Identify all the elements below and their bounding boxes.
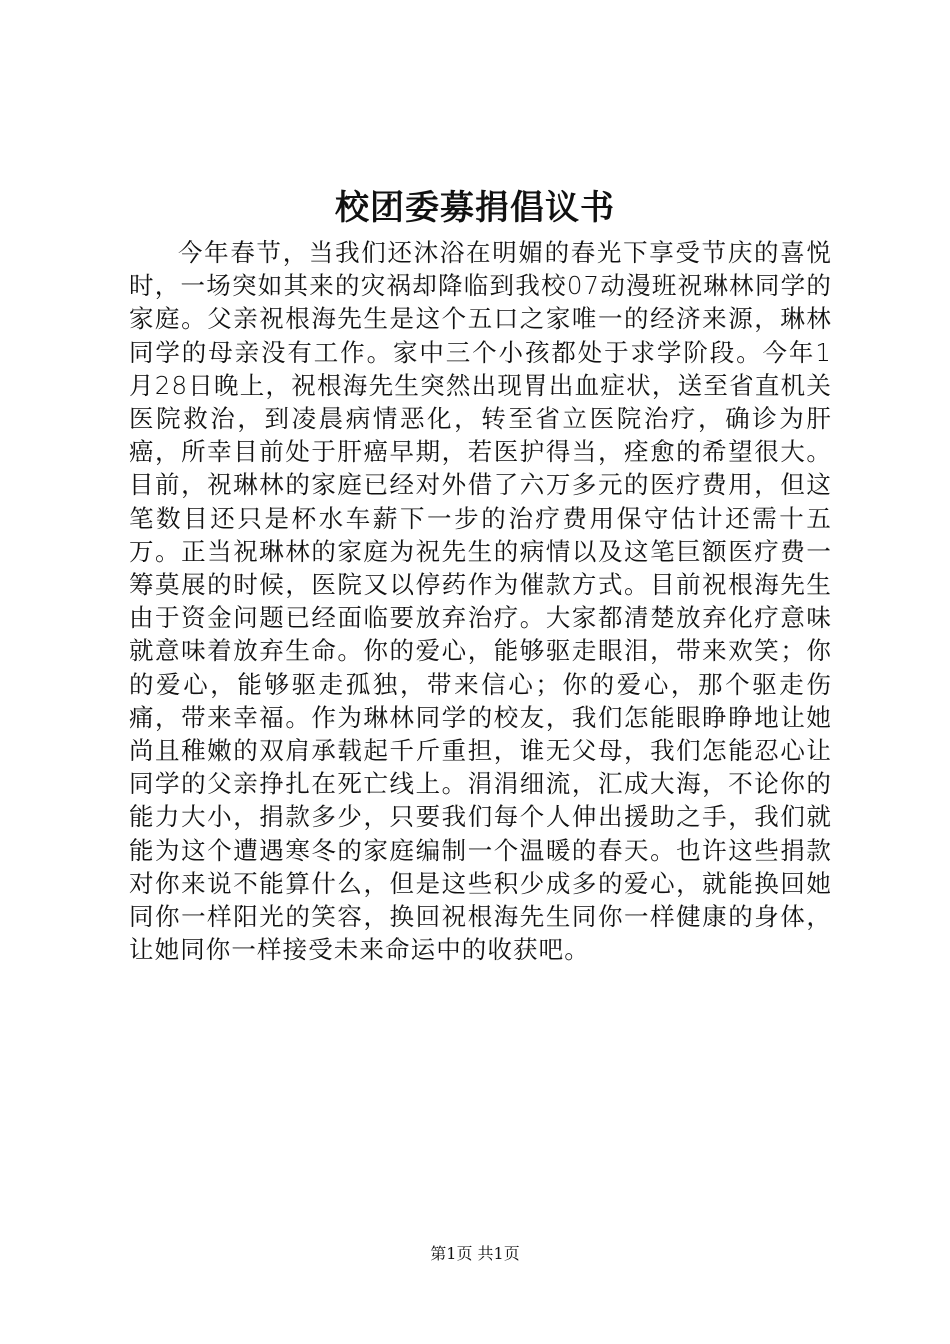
document-title: 校团委募捐倡议书 [335, 188, 615, 228]
document-body-paragraph: 今年春节，当我们还沐浴在明媚的春光下享受节庆的喜悦时，一场突如其来的灾祸却降临到我校07动漫班祝琳林同学的家庭。父亲祝根海先生是这个五口之家唯一的经济来源，琳林同学的母亲没有工作。家中三个小孩都处于求学阶段。今年1月28日晚上，祝根海先生突然出现胃出血症状，送至省直机关医院救治，到凌晨病情恶化，转至省立医院治疗，确诊为肝癌，所幸目前处于肝癌早期，若医护得当，痊愈的希望很大。目前，祝琳林的家庭已经对外借了六万多元的医疗费用，但这笔数目还只是杯水车薪下一步的治疗费用保守估计还需十五万。正当祝琳林的家庭为祝先生的病情以及这笔巨额医疗费一筹莫展的时候，医院又以停药作为催款方式。目前祝根海先生由于资金问题已经面临要放弃治疗。大家都清楚放弃化疗意味就意味着放弃生命。你的爱心，能够驱走眼泪，带来欢笑；你的爱心，能够驱走孤独，带来信心；你的爱心，那个驱走伤痛，带来幸福。作为琳林同学的校友，我们怎能眼睁睁地让她尚且稚嫩的双肩承载起千斤重担，谁无父母，我们怎能忍心让同学的父亲挣扎在死亡线上。涓涓细流，汇成大海，不论你的能力大小，捐款多少，只要我们每个人伸出援助之手，我们就能为这个遭遇寒冬的家庭编制一个温暖的春天。也许这些捐款对你来说不能算什么，但是这些积少成多的爱心，就能换回她同你一样阳光的笑容，换回祝根海先生同你一样健康的身体，让她同你一样接受未来命运中的收获吧。 [129, 238, 832, 965]
page-footer: 第1页 共1页 [430, 1244, 520, 1263]
